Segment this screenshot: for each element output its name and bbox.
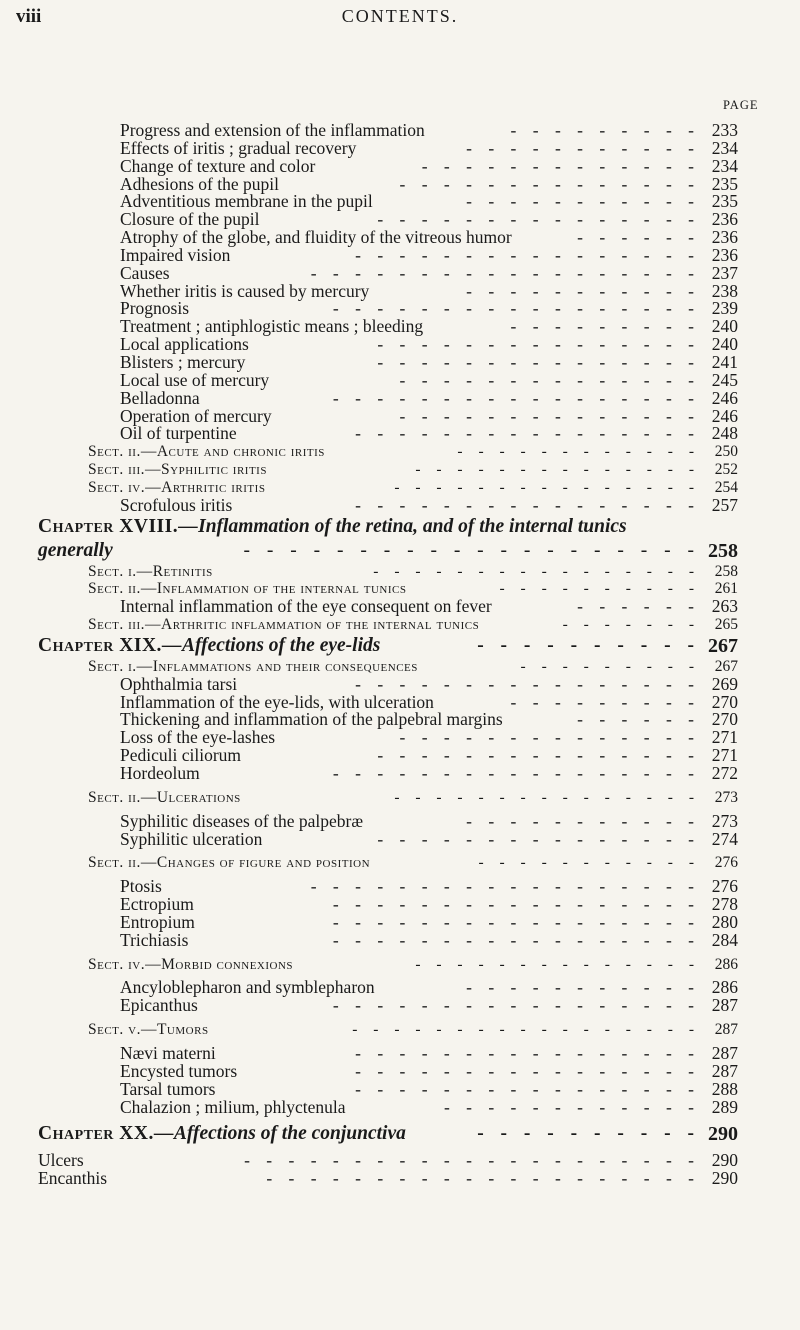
toc-entry (0, 1170, 800, 1188)
leader-dashes: - - - - - - - - - - - - - - - - - - (310, 878, 700, 897)
toc-entry (0, 155, 800, 176)
page-number: viii (16, 6, 42, 27)
leader-dashes: - - - - - - - (562, 616, 700, 634)
entry-label: Entropium (120, 911, 195, 932)
entry-label: Encysted tumors (120, 1060, 238, 1081)
entry-page-number: 276 (714, 854, 738, 872)
leader-dashes: - - - - - - (577, 598, 700, 617)
entry-page-number: 263 (711, 596, 738, 617)
entry-page-number: 287 (714, 1021, 738, 1039)
entry-page-number: 241 (711, 351, 738, 372)
entry-page-number: 267 (708, 634, 738, 657)
leader-dashes: - - - - - - - - - - - - - - (415, 955, 700, 973)
entry-page-number: 287 (711, 1060, 738, 1081)
entry-label: Causes (120, 262, 170, 283)
chapter-entry (0, 1122, 800, 1146)
leader-dashes: - - - - - - - - - (520, 657, 700, 675)
leader-dashes: - - - - - - - - - - - - - - - - (355, 1080, 700, 1099)
entry-page-number: 290 (711, 1150, 738, 1171)
entry-page-number: 269 (711, 673, 738, 694)
entry-page-number: 235 (711, 173, 738, 194)
leader-dashes: - - - - - - - - - - - - - - - - (355, 246, 700, 265)
leader-dashes: - - - - - - - - - - - - - - - (394, 478, 700, 496)
entry-label: Internal inflammation of the eye consequent on fever (120, 596, 492, 617)
leader-dashes: - - - - - - - - - - (477, 1123, 700, 1145)
entry-page-number: 287 (711, 1042, 738, 1063)
toc-entry (0, 1060, 800, 1081)
entry-page-number: 240 (711, 316, 738, 337)
contents-list (0, 122, 800, 1188)
entry-label: Sect. i.—Inflammations and their consequences (88, 657, 418, 675)
leader-dashes: - - - - - - - - - - - - - - (399, 407, 700, 426)
leader-dashes: - - - - - - - - - - - - - - - (377, 830, 700, 849)
section-entry (0, 1021, 800, 1039)
section-entry (0, 789, 800, 807)
leader-dashes: - - - - - - - - - (510, 318, 700, 337)
toc-entry (0, 810, 800, 831)
leader-dashes: - - - - - - - - - - - (466, 193, 700, 212)
entry-page-number: 236 (711, 227, 738, 248)
entry-label: Scrofulous iritis (120, 494, 233, 515)
entry-page-number: 234 (711, 137, 738, 158)
entry-label: Closure of the pupil (120, 209, 260, 230)
entry-label: Treatment ; antiphlogistic means ; bleeding (120, 316, 424, 337)
entry-label: Blisters ; mercury (120, 351, 246, 372)
entry-page-number: 248 (711, 423, 738, 444)
entry-page-number: 290 (708, 1123, 738, 1146)
entry-label: Sect. v.—Tumors (88, 1021, 209, 1039)
entry-label: Sect. ii.—Changes of figure and position (88, 854, 371, 872)
entry-label: Change of texture and color (120, 155, 316, 176)
leader-dashes: - - - - - - - - - - - - - - - - (355, 675, 700, 694)
entry-page-number: 258 (708, 539, 738, 562)
leader-dashes: - - - - - - - - - - - (466, 812, 700, 831)
entry-page-number: 270 (711, 691, 738, 712)
entry-page-number: 234 (711, 155, 738, 176)
entry-page-number: 250 (714, 443, 738, 461)
entry-label: Effects of iritis ; gradual recovery (120, 137, 357, 158)
entry-page-number: 237 (711, 262, 738, 283)
entry-label: Epicanthus (120, 995, 198, 1016)
toc-entry (0, 1152, 800, 1170)
leader-dashes: - - - - - - - - - - - - - - - (394, 788, 700, 806)
leader-dashes: - - - - - - - - - - - - - - - - (355, 496, 700, 515)
chapter-entry (0, 515, 800, 539)
leader-dashes: - - - - - - - - - - - - - - - - - (332, 896, 700, 914)
entry-label: Encanthis (38, 1168, 108, 1189)
leader-dashes: - - - - - - - - - - - - - - - - - (332, 389, 700, 408)
toc-entry (0, 262, 800, 283)
entry-page-number: 257 (711, 494, 738, 515)
entry-label: Ancyloblepharon and symblepharon (120, 977, 375, 998)
entry-label: Sect. iv.—Arthritic iritis (88, 478, 266, 496)
toc-entry (0, 539, 800, 563)
section-entry (0, 854, 800, 872)
entry-page-number: 287 (711, 995, 738, 1016)
leader-dashes: - - - - - - - - - - - - - - (399, 371, 700, 390)
entry-label: Ophthalmia tarsi (120, 673, 238, 694)
entry-label: Sect. i.—Retinitis (88, 562, 213, 580)
running-header (0, 6, 800, 32)
leader-dashes: - - - - - - - - - - - (466, 139, 700, 158)
entry-label: Operation of mercury (120, 405, 272, 426)
leader-dashes: - - - - - - - - - - - - (457, 443, 700, 461)
leader-dashes: - - - - - - - - - - - - - - - (377, 211, 700, 230)
toc-entry (0, 425, 800, 443)
entry-label: Adventitious membrane in the pupil (120, 191, 373, 212)
entry-label: Sect. ii.—Acute and chronic iritis (88, 443, 325, 461)
leader-dashes: - - - - - - - - - - - (466, 979, 700, 998)
entry-label: Nævi materni (120, 1042, 216, 1063)
entry-page-number: 267 (714, 657, 738, 675)
entry-label: Chapter XX.—Affections of the conjunctiva (38, 1123, 406, 1145)
entry-page-number: 238 (711, 280, 738, 301)
entry-page-number: 272 (711, 763, 738, 783)
leader-dashes: - - - - - - - - - (510, 122, 700, 140)
entry-label: Ectropium (120, 894, 194, 915)
entry-page-number: 258 (714, 562, 738, 580)
toc-entry (0, 598, 800, 616)
entry-page-number: 290 (711, 1168, 738, 1189)
entry-label: Tarsal tumors (120, 1078, 216, 1099)
entry-page-number: 236 (711, 209, 738, 230)
section-entry (0, 461, 800, 479)
toc-entry (0, 387, 800, 408)
leader-dashes: - - - - - - - - - - - - - - - - (373, 562, 700, 580)
entry-page-number: 273 (711, 810, 738, 831)
leader-dashes: - - - - - - - - - - - - - - - (377, 336, 700, 354)
leader-dashes: - - - - - - - - - - - - - - - - - (332, 997, 700, 1016)
entry-label: Loss of the eye-lashes (120, 727, 276, 748)
entry-label: Thickening and inflammation of the palpebral margins (120, 709, 503, 730)
leader-dashes: - - - - - - - - - - - - - - - - (355, 1062, 700, 1081)
entry-page-number: 270 (711, 709, 738, 730)
entry-label: Adhesions of the pupil (120, 173, 279, 194)
entry-label: Chapter XIX.—Affections of the eye-lids (38, 634, 381, 656)
leader-dashes: - - - - - - - - - - - - - - - (377, 353, 700, 372)
entry-label: Ptosis (120, 876, 162, 897)
entry-label: Sect. ii.—Ulcerations (88, 788, 241, 806)
entry-label: generally (38, 539, 113, 561)
entry-label: Sect. ii.—Inflammation of the internal tunics (88, 580, 407, 598)
entry-label: Sect. iv.—Morbid connexions (88, 955, 294, 973)
entry-page-number: 288 (711, 1078, 738, 1099)
entry-page-number: 271 (711, 727, 738, 748)
toc-entry (0, 1078, 800, 1099)
entry-page-number: 233 (711, 120, 738, 140)
leader-dashes: - - - - - - - - - - - (478, 854, 700, 872)
entry-page-number: 286 (711, 977, 738, 998)
toc-entry (0, 1096, 800, 1117)
leader-dashes: - - - - - - - - - - (499, 580, 700, 598)
entry-page-number: 254 (714, 478, 738, 496)
entry-label: Syphilitic ulceration (120, 828, 263, 849)
entry-page-number: 278 (711, 894, 738, 915)
entry-label: Oil of turpentine (120, 423, 237, 444)
entry-page-number: 246 (711, 405, 738, 426)
entry-page-number: 280 (711, 911, 738, 932)
toc-entry (0, 997, 800, 1015)
leader-dashes: - - - - - - - - - - - - - - (399, 175, 700, 194)
entry-label: Ulcers (38, 1150, 84, 1171)
entry-label: Trichiasis (120, 929, 189, 950)
entry-label: Whether iritis is caused by mercury (120, 280, 370, 301)
entry-page-number: 235 (711, 191, 738, 212)
leader-dashes: - - - - - - - - - - - - - - - - (355, 425, 700, 444)
leader-dashes: - - - - - - - - - - - - - - - - - - (310, 264, 700, 283)
entry-page-number: 273 (714, 788, 738, 806)
entry-page-number: 245 (711, 369, 738, 390)
entry-label: Hordeolum (120, 763, 200, 783)
leader-dashes: - - - - - - - - - - - - - - (415, 461, 700, 479)
section-entry (0, 956, 800, 974)
entry-label: Chapter XVIII.—Inflammation of the retina, and of the internal tunics (38, 515, 627, 537)
entry-label: Belladonna (120, 387, 200, 408)
entry-page-number: 289 (711, 1096, 738, 1117)
entry-label: Local applications (120, 334, 249, 355)
leader-dashes: - - - - - - - - - - - - - - - (377, 747, 700, 765)
entry-page-number: 271 (711, 745, 738, 766)
entry-page-number: 239 (711, 298, 738, 319)
toc-entry (0, 369, 800, 390)
entry-label: Sect. iii.—Syphilitic iritis (88, 461, 267, 479)
toc-entry (0, 137, 800, 158)
entry-label: Prognosis (120, 298, 190, 319)
section-entry (0, 563, 800, 581)
chapter-entry (0, 634, 800, 658)
leader-dashes: - - - - - - - - - - - - - - - - - (332, 765, 700, 783)
entry-label: Syphilitic diseases of the palpebræ (120, 810, 364, 831)
entry-label: Progress and extension of the inflammation (120, 120, 425, 140)
toc-entry (0, 828, 800, 849)
leader-dashes: - - - - - - - - - - - (466, 282, 700, 301)
leader-dashes: - - - - - - - - - - - - - - - - - (332, 300, 700, 319)
entry-label: Chalazion ; milium, phlyctenula (120, 1096, 346, 1117)
section-entry (0, 616, 800, 634)
leader-dashes: - - - - - - - - - - - - (443, 1098, 700, 1117)
leader-dashes: - - - - - - - - - - - - - - - - - (332, 931, 700, 950)
leader-dashes: - - - - - - - - - - - - - - (399, 729, 700, 748)
toc-entry (0, 673, 800, 694)
entry-label: Local use of mercury (120, 369, 270, 390)
entry-label: Sect. iii.—Arthritic inflammation of the internal tunics (88, 616, 480, 634)
entry-page-number: 236 (711, 244, 738, 265)
leader-dashes: - - - - - - - - - - - - - - - - - - - - - (244, 1152, 700, 1171)
page-column-label: PAGE (723, 98, 759, 112)
leader-dashes: - - - - - - - - - - - - - - - - - - - - (243, 539, 700, 561)
leader-dashes: - - - - - - - - - - - - - - - - - - - - (266, 1170, 700, 1189)
entry-page-number: 276 (711, 876, 738, 897)
leader-dashes: - - - - - - - - - - - - - (421, 157, 700, 176)
entry-label: Atrophy of the globe, and fluidity of the vitreous humor (120, 227, 512, 248)
section-entry (0, 443, 800, 461)
running-title: CONTENTS. (341, 6, 459, 26)
entry-page-number: 274 (711, 828, 738, 849)
entry-label: Inflammation of the eye-lids, with ulceration (120, 691, 434, 712)
leader-dashes: - - - - - - (577, 229, 700, 247)
leader-dashes: - - - - - - - - - (510, 693, 700, 712)
leader-dashes: - - - - - - (577, 711, 700, 730)
entry-page-number: 284 (711, 929, 738, 950)
entry-page-number: 265 (714, 616, 738, 634)
entry-page-number: 286 (714, 955, 738, 973)
leader-dashes: - - - - - - - - - - (477, 634, 700, 656)
toc-entry (0, 765, 800, 783)
entry-page-number: 261 (714, 580, 738, 598)
entry-page-number: 240 (711, 334, 738, 355)
toc-entry (0, 929, 800, 950)
leader-dashes: - - - - - - - - - - - - - - - - (355, 1044, 700, 1063)
leader-dashes: - - - - - - - - - - - - - - - - - (352, 1021, 700, 1039)
entry-page-number: 252 (714, 461, 738, 479)
entry-label: Pediculi ciliorum (120, 745, 242, 766)
toc-entry (0, 494, 800, 515)
leader-dashes: - - - - - - - - - - - - - - - - - (332, 913, 700, 932)
entry-page-number: 246 (711, 387, 738, 408)
entry-label: Impaired vision (120, 244, 231, 265)
